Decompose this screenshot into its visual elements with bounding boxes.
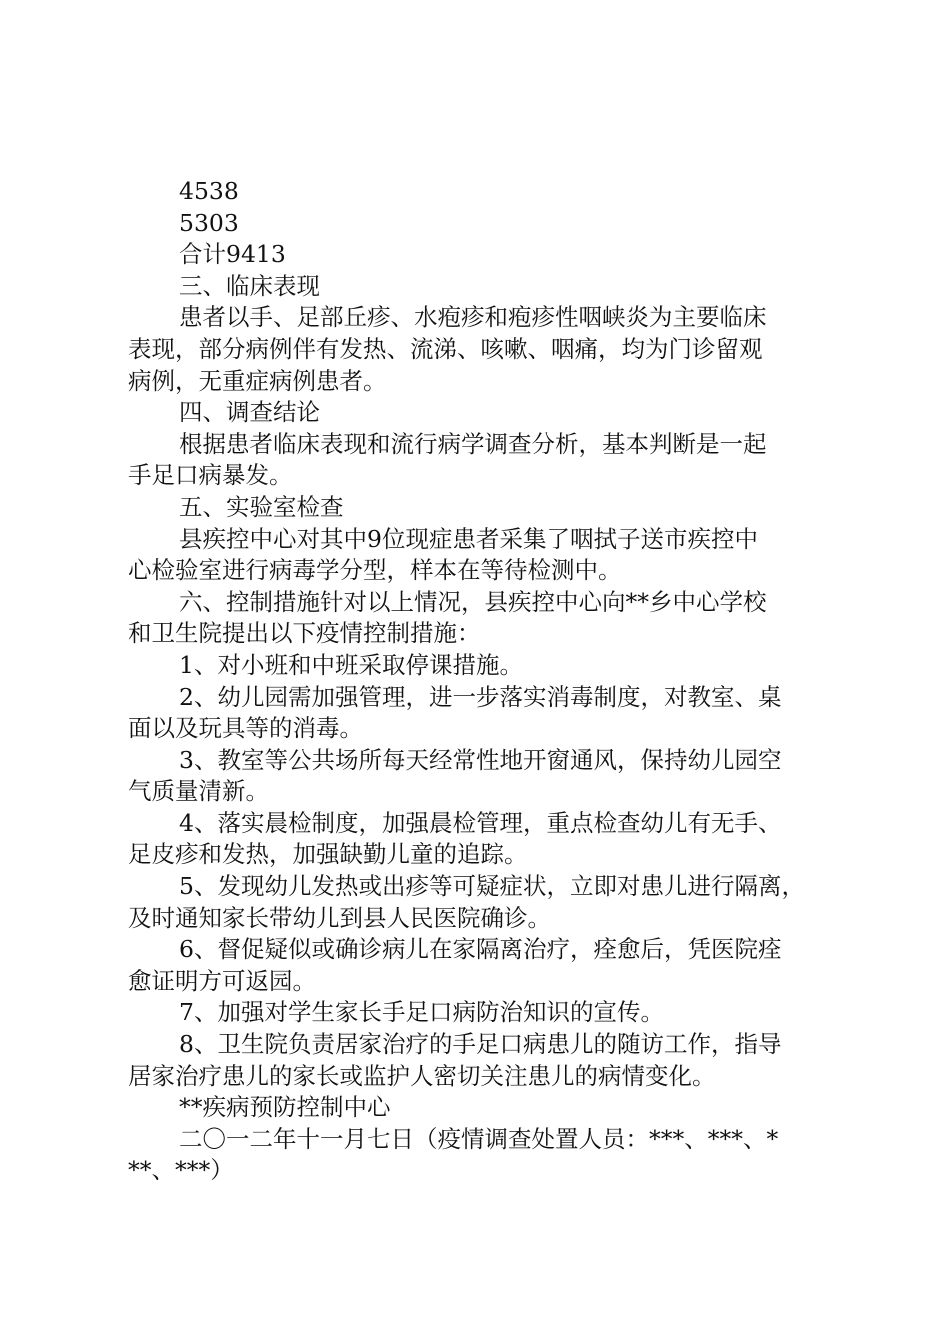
paragraph-line: 患者以手、足部丘疹、水疱疹和疱疹性咽峡炎为主要临床 [179,303,767,332]
measure-item-cont: 足皮疹和发热，加强缺勤儿童的追踪。 [128,840,528,869]
paragraph-line: 县疾控中心对其中9位现症患者采集了咽拭子送市疾控中 [179,524,758,553]
measure-item: 3、教室等公共场所每天经常性地开窗通风，保持幼儿园空 [179,745,782,774]
table-value-line: 4538 [179,177,239,205]
table-value-line: 5303 [179,208,239,237]
measure-item: 5、发现幼儿发热或出疹等可疑症状，立即对患儿进行隔离， [179,872,805,901]
measure-item: 8、卫生院负责居家治疗的手足口病患儿的随访工作，指导 [179,1030,782,1059]
measure-item: 1、对小班和中班采取停课措施。 [179,650,523,679]
section-heading-clinical: 三、临床表现 [179,271,320,300]
measure-item: 6、督促疑似或确诊病儿在家隔离治疗，痊愈后，凭医院痊 [179,935,782,964]
paragraph-line: 和卫生院提出以下疫情控制措施： [128,619,481,648]
document-body [128,176,834,1187]
paragraph-line: 表现，部分病例伴有发热、流涕、咳嗽、咽痛，均为门诊留观 [128,334,763,363]
total-line: 合计9413 [179,240,286,269]
paragraph-line: 心检验室进行病毒学分型，样本在等待检测中。 [128,556,622,585]
measure-item-cont: 及时通知家长带幼儿到县人民医院确诊。 [128,903,551,932]
paragraph-line: 根据患者临床表现和流行病学调查分析，基本判断是一起 [179,429,767,458]
measure-item-cont: 气质量清新。 [128,777,269,806]
measure-item-cont: 愈证明方可返园。 [128,966,316,995]
section-heading-conclusion: 四、调查结论 [179,398,320,427]
measure-item: 7、加强对学生家长手足口病防治知识的宣传。 [179,998,664,1027]
signature-org: **疾病预防控制中心 [179,1093,391,1122]
measure-item: 4、落实晨检制度，加强晨检管理，重点检查幼儿有无手、 [179,808,782,837]
section-heading-control: 六、控制措施针对以上情况，县疾控中心向**乡中心学校 [179,587,767,616]
paragraph-line: 病例，无重症病例患者。 [128,366,387,395]
measure-item-cont: 面以及玩具等的消毒。 [128,714,363,743]
measure-item: 2、幼儿园需加强管理，进一步落实消毒制度，对教室、桌 [179,682,782,711]
paragraph-line: 手足口病暴发。 [128,461,293,490]
measure-item-cont: 居家治疗患儿的家长或监护人密切关注患儿的病情变化。 [128,1061,716,1090]
signature-date-cont: **、***） [128,1156,234,1185]
section-heading-lab: 五、实验室检查 [179,492,344,521]
signature-date: 二〇一二年十一月七日（疫情调查处置人员：***、***、* [179,1124,779,1153]
